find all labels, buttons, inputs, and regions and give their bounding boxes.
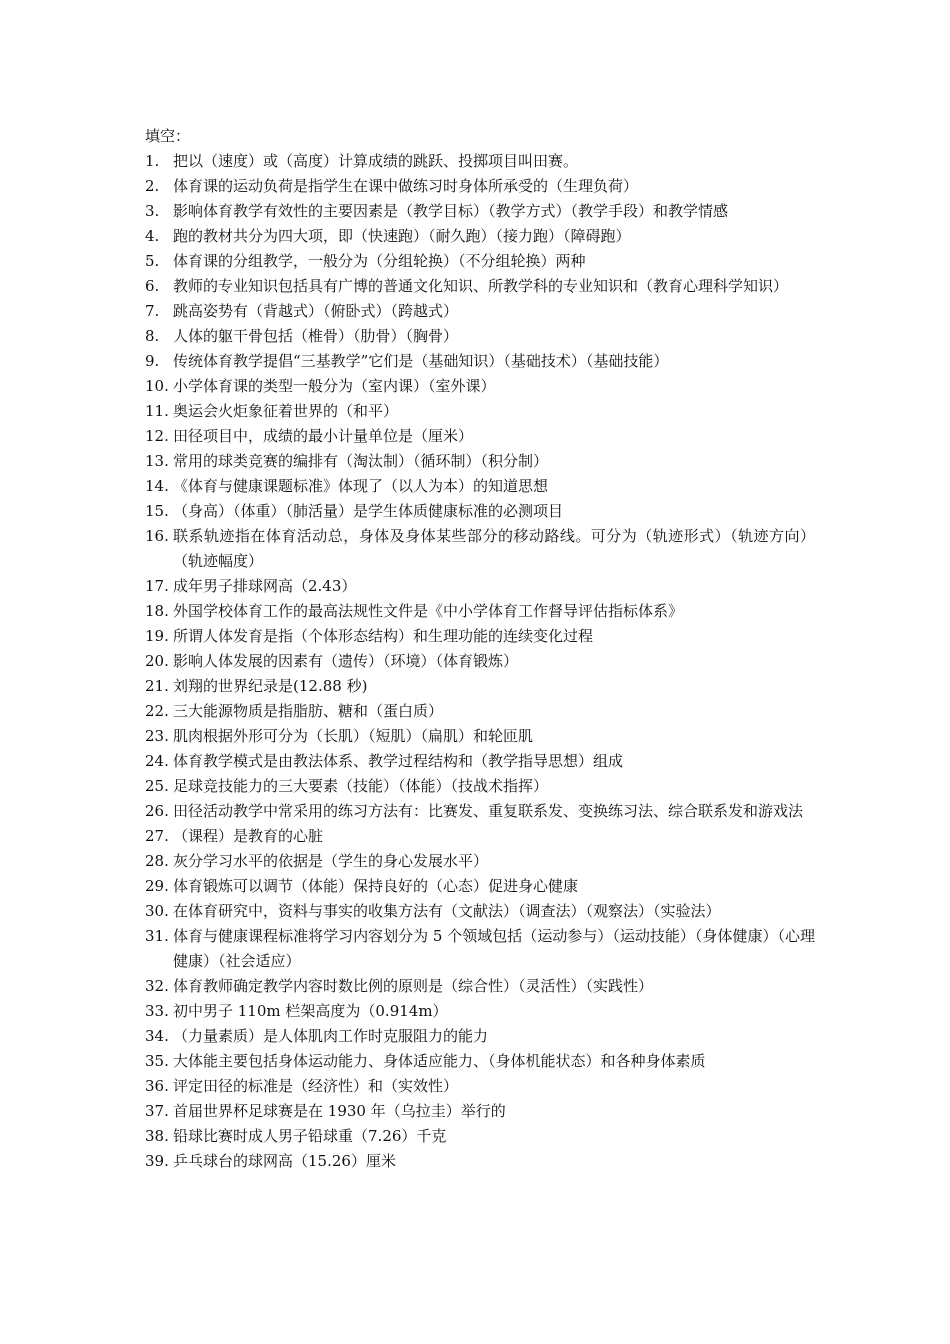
- question-number: 11.: [145, 402, 169, 420]
- question-item: [145, 1099, 815, 1124]
- question-text: 首届世界杯足球赛是在 1930 年（乌拉圭）举行的: [173, 1102, 506, 1120]
- question-item: [145, 149, 815, 174]
- question-text: （课程）是教育的心脏: [173, 827, 324, 845]
- question-number: 21.: [145, 677, 169, 695]
- question-text: 在体育研究中，资料与事实的收集方法有（文献法）（调查法）（观察法）（实验法）: [173, 902, 721, 920]
- question-number: 3.: [145, 202, 160, 220]
- question-text: 乒乓球台的球网高（15.26）厘米: [173, 1152, 396, 1170]
- question-item: [145, 1124, 815, 1149]
- question-text: 所谓人体发育是指（个体形态结构）和生理功能的连续变化过程: [173, 627, 594, 645]
- question-text: 初中男子 110m 栏架高度为（0.914m）: [173, 1002, 448, 1020]
- question-item: [145, 449, 815, 474]
- question-text: 田径活动教学中常采用的练习方法有：比赛发、重复联系发、变换练习法、综合联系发和游戏法: [173, 802, 804, 820]
- question-text: 肌肉根据外形可分为（长肌）（短肌）（扁肌）和轮匝肌: [173, 727, 534, 745]
- question-number: 12.: [145, 427, 169, 445]
- question-number: 15.: [145, 502, 169, 520]
- question-number: 20.: [145, 652, 169, 670]
- question-item: [145, 674, 815, 699]
- question-number: 8.: [145, 327, 160, 345]
- question-number: 24.: [145, 752, 169, 770]
- question-number: 23.: [145, 727, 169, 745]
- question-item: [145, 849, 815, 874]
- question-text: （身高）（体重）（肺活量）是学生体质健康标准的必测项目: [173, 502, 564, 520]
- question-text: 体育课的分组教学，一般分为（分组轮换）（不分组轮换）两种: [173, 252, 586, 270]
- question-number: 33.: [145, 1002, 169, 1020]
- question-text: 外国学校体育工作的最高法规性文件是《中小学体育工作督导评估指标体系》: [173, 602, 684, 620]
- question-text: 体育教学模式是由教法体系、教学过程结构和（教学指导思想）组成: [173, 752, 624, 770]
- question-text: 教师的专业知识包括具有广博的普通文化知识、所教学科的专业知识和（教育心理科学知识）: [173, 277, 789, 295]
- question-number: 38.: [145, 1127, 169, 1145]
- question-item: [145, 649, 815, 674]
- question-item: [145, 224, 815, 249]
- question-text: 成年男子排球网高（2.43）: [173, 577, 357, 595]
- question-text: 常用的球类竞赛的编排有（淘汰制）（循环制）（积分制）: [173, 452, 549, 470]
- question-item: [145, 999, 815, 1024]
- question-number: 17.: [145, 577, 169, 595]
- question-text: 评定田径的标准是（经济性）和（实效性）: [173, 1077, 459, 1095]
- question-item: [145, 199, 815, 224]
- question-number: 39.: [145, 1152, 169, 1170]
- question-number: 36.: [145, 1077, 169, 1095]
- question-number: 35.: [145, 1052, 169, 1070]
- question-text: （力量素质）是人体肌肉工作时克服阻力的能力: [173, 1027, 489, 1045]
- question-item: [145, 274, 815, 299]
- question-text: 体育与健康课程标准将学习内容划分为 5 个领域包括（运动参与）（运动技能）（身体健康）（心理健康）（社会适应）: [173, 927, 815, 970]
- question-item: [145, 824, 815, 849]
- question-text: 铅球比赛时成人男子铅球重（7.26）千克: [173, 1127, 447, 1145]
- question-item: [145, 299, 815, 324]
- question-text: 传统体育教学提倡“三基教学”它们是（基础知识）（基础技术）（基础技能）: [173, 352, 669, 370]
- question-item: [145, 349, 815, 374]
- question-number: 19.: [145, 627, 169, 645]
- question-number: 6.: [145, 277, 160, 295]
- question-item: [145, 424, 815, 449]
- question-number: 2.: [145, 177, 160, 195]
- question-text: 影响人体发展的因素有（遗传）（环境）（体育锻炼）: [173, 652, 519, 670]
- question-item: [145, 724, 815, 749]
- question-item: [145, 524, 815, 574]
- question-item: [145, 499, 815, 524]
- question-list: [145, 149, 815, 1174]
- question-item: [145, 799, 815, 824]
- question-item: [145, 324, 815, 349]
- question-item: [145, 474, 815, 499]
- question-text: 《体育与健康课题标准》体现了（以人为本）的知道思想: [173, 477, 549, 495]
- question-number: 22.: [145, 702, 169, 720]
- question-number: 29.: [145, 877, 169, 895]
- question-text: 跑的教材共分为四大项，即（快速跑）（耐久跑）（接力跑）（障碍跑）: [173, 227, 631, 245]
- section-heading: 填空：: [145, 127, 191, 145]
- question-item: [145, 624, 815, 649]
- question-number: 1.: [145, 152, 160, 170]
- question-text: 跳高姿势有（背越式）（俯卧式）（跨越式）: [173, 302, 459, 320]
- question-text: 把以（速度）或（高度）计算成绩的跳跃、投掷项目叫田赛。: [173, 152, 579, 170]
- question-text: 田径项目中，成绩的最小计量单位是（厘米）: [173, 427, 474, 445]
- question-item: [145, 899, 815, 924]
- question-item: [145, 1074, 815, 1099]
- question-text: 奥运会火炬象征着世界的（和平）: [173, 402, 399, 420]
- document-body: [145, 124, 815, 1174]
- question-text: 体育锻炼可以调节（体能）保持良好的（心态）促进身心健康: [173, 877, 579, 895]
- question-item: [145, 1049, 815, 1074]
- question-item: [145, 774, 815, 799]
- question-number: 37.: [145, 1102, 169, 1120]
- question-text: 人体的躯干骨包括（椎骨）（肋骨）（胸骨）: [173, 327, 459, 345]
- question-number: 30.: [145, 902, 169, 920]
- question-text: 刘翔的世界纪录是(12.88 秒): [173, 677, 368, 695]
- question-text: 足球竞技能力的三大要素（技能）（体能）（技战术指挥）: [173, 777, 549, 795]
- question-item: [145, 1149, 815, 1174]
- question-item: [145, 249, 815, 274]
- question-number: 34.: [145, 1027, 169, 1045]
- question-number: 32.: [145, 977, 169, 995]
- question-text: 小学体育课的类型一般分为（室内课）（室外课）: [173, 377, 496, 395]
- question-item: [145, 374, 815, 399]
- question-number: 4.: [145, 227, 160, 245]
- question-item: [145, 174, 815, 199]
- question-item: [145, 974, 815, 999]
- question-number: 18.: [145, 602, 169, 620]
- question-number: 9.: [145, 352, 160, 370]
- question-item: [145, 874, 815, 899]
- question-text: 灰分学习水平的依据是（学生的身心发展水平）: [173, 852, 489, 870]
- question-number: 5.: [145, 252, 160, 270]
- question-number: 14.: [145, 477, 169, 495]
- question-number: 7.: [145, 302, 160, 320]
- question-item: [145, 399, 815, 424]
- question-text: 大体能主要包括身体运动能力、身体适应能力、（身体机能状态）和各种身体素质: [173, 1052, 706, 1070]
- question-text: 影响体育教学有效性的主要因素是（教学目标）（教学方式）（教学手段）和教学情感: [173, 202, 729, 220]
- question-number: 28.: [145, 852, 169, 870]
- question-text: 体育教师确定教学内容时数比例的原则是（综合性）（灵活性）（实践性）: [173, 977, 654, 995]
- question-number: 27.: [145, 827, 169, 845]
- question-number: 13.: [145, 452, 169, 470]
- question-item: [145, 599, 815, 624]
- question-item: [145, 574, 815, 599]
- question-text: 联系轨迹指在体育活动总，身体及身体某些部分的移动路线。可分为（轨迹形式）（轨迹方向）（轨迹幅度）: [173, 527, 815, 570]
- question-number: 16.: [145, 527, 169, 545]
- question-number: 26.: [145, 802, 169, 820]
- question-item: [145, 749, 815, 774]
- question-item: [145, 699, 815, 724]
- question-text: 体育课的运动负荷是指学生在课中做练习时身体所承受的（生理负荷）: [173, 177, 639, 195]
- question-item: [145, 924, 815, 974]
- question-number: 25.: [145, 777, 169, 795]
- question-item: [145, 1024, 815, 1049]
- question-number: 10.: [145, 377, 169, 395]
- question-number: 31.: [145, 927, 169, 945]
- question-text: 三大能源物质是指脂肪、糖和（蛋白质）: [173, 702, 444, 720]
